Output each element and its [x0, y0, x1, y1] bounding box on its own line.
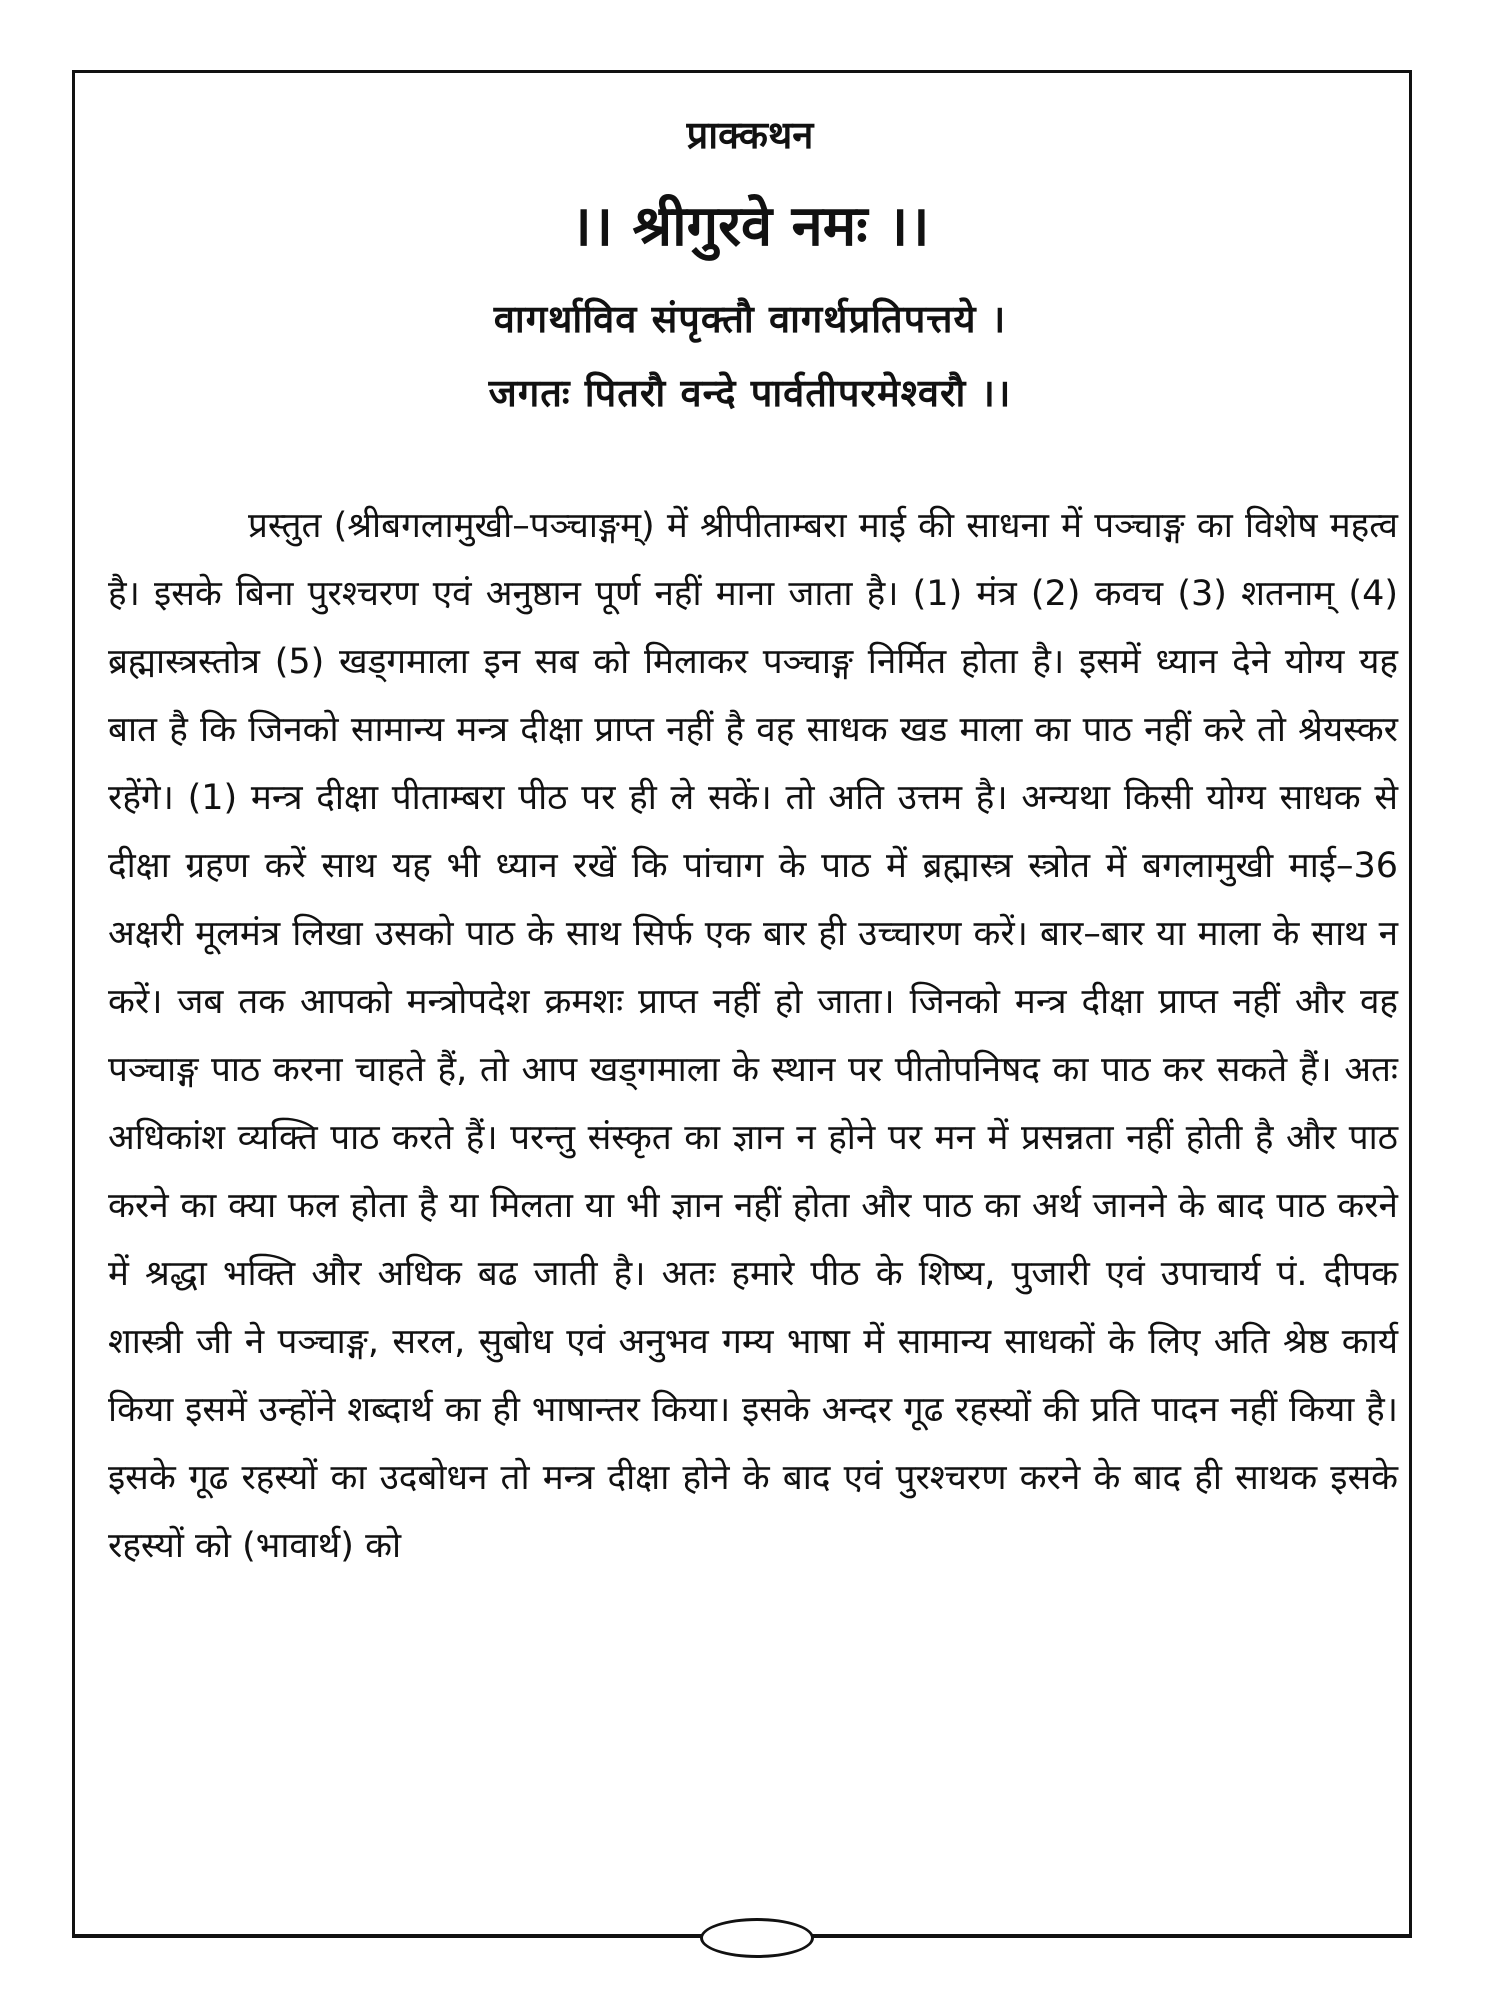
- verse-line-2: जगतः पितरौ वन्दे पार्वतीपरमेश्वरौ ।।: [488, 371, 1012, 415]
- invocation-heading: ।। श्रीगुरवे नमः ।।: [570, 194, 930, 259]
- page-number-oval: [700, 1918, 814, 1958]
- section-title: प्राक्कथन: [686, 113, 814, 157]
- body-paragraph: प्रस्तुत (श्रीबगलामुखी–पञ्चाङ्गम्) में श्रीपीताम्बरा माई की साधना में पञ्चाङ्ग का विशेष महत्व है। इसके बिना पुरश्चरण एवं अनुष्ठान पूर्ण नहीं माना जाता है। (1) मंत्र (2) कवच (3) शतनाम् (4) ब्रह्मास्त्रस्तोत्र (5) खड्गमाला इन सब को मिलाकर पञ्चाङ्ग निर्मित होता है। इसमें ध्यान देने योग्य यह बात है कि जिनको सामान्य मन्त्र दीक्षा प्राप्त नहीं है वह साधक खड माला का पाठ नहीं करे तो श्रेयस्कर रहेंगे। (1) मन्त्र दीक्षा पीताम्बरा पीठ पर ही ले सकें। तो अति उत्तम है। अन्यथा किसी योग्य साधक से दीक्षा ग्रहण करें साथ यह भी ध्यान रखें कि पांचाग के पाठ में ब्रह्मास्त्र स्त्रोत में बगलामुखी माई–36 अक्षरी मूलमंत्र लिखा उसको पाठ के साथ सिर्फ एक बार ही उच्चारण करें। बार–बार या माला के साथ न करें। जब तक आपको मन्त्रोपदेश क्रमशः प्राप्त नहीं हो जाता। जिनको मन्त्र दीक्षा प्राप्त नहीं और वह पञ्चाङ्ग पाठ करना चाहते हैं, तो आप खड्गमाला के स्थान पर पीतोपनिषद का पाठ कर सकते हैं। अतः अधिकांश व्यक्ति पाठ करते हैं। परन्तु संस्कृत का ज्ञान न होने पर मन में प्रसन्नता नहीं होती है और पाठ करने का क्या फल होता है या मिलता या भी ज्ञान नहीं होता और पाठ का अर्थ जानने के बाद पाठ करने में श्रद्धा भक्ति और अधिक बढ जाती है। अतः हमारे पीठ के शिष्य, पुजारी एवं उपाचार्य पं. दीपक शास्त्री जी ने पञ्चाङ्ग, सरल, सुबोध एवं अनुभव गम्य भाषा में सामान्य साधकों के लिए अति श्रेष्ठ कार्य किया इसमें उन्होंने शब्दार्थ का ही भाषान्तर किया। इसके अन्दर गूढ रहस्यों की प्रति पादन नहीं किया है। इसके गूढ रहस्यों का उदबोधन तो मन्त्र दीक्षा होने के बाद एवं पुरश्चरण करने के बाद ही साथक इसके रहस्यों को (भावार्थ) को: [108, 506, 1398, 1566]
- verse-line-1: वागर्थाविव संपृक्तौ वागर्थप्रतिपत्तये ।: [493, 297, 1007, 341]
